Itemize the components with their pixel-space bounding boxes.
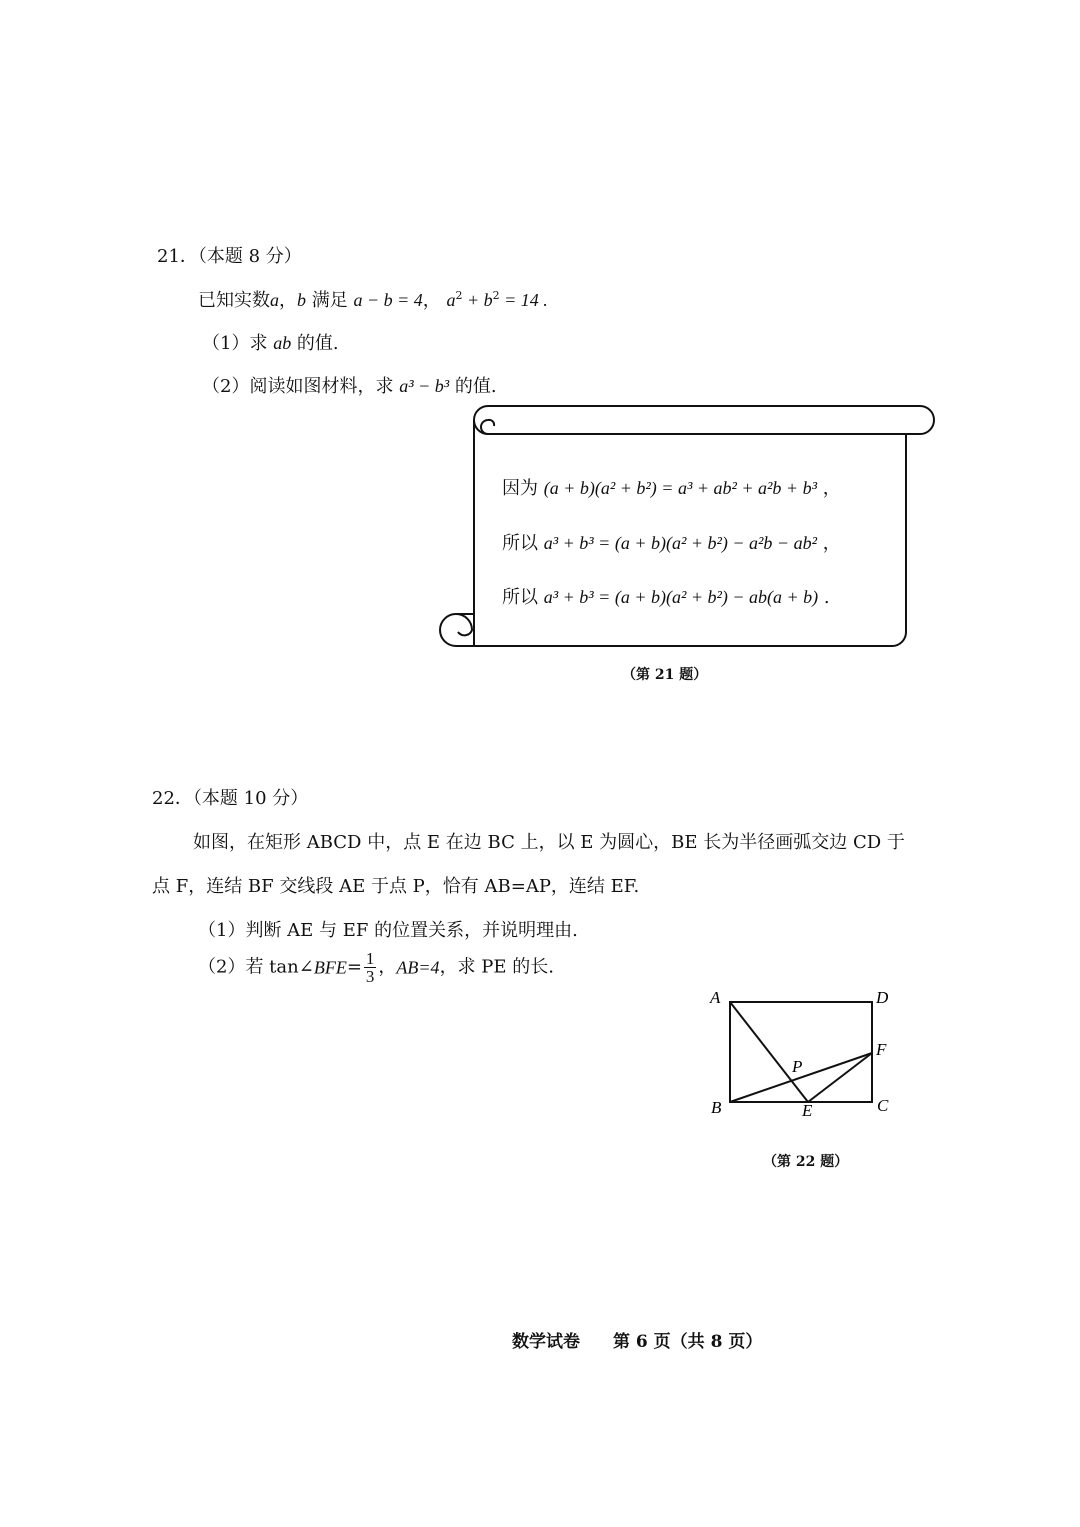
- q21-part2: [202, 372, 497, 398]
- q21-eq1: a − b = 4: [353, 290, 423, 310]
- q22-part2-mid: ，: [378, 956, 397, 978]
- q22-caption: （第 22 题）: [763, 1154, 849, 1170]
- q21-header: 21．（本题 8 分）: [157, 246, 302, 267]
- q21-stem-prefix: 已知实数: [198, 290, 270, 311]
- q21-part1-prefix: （1）求: [202, 333, 274, 354]
- q22-frac-den: 3: [365, 967, 375, 986]
- q21-part1-var: ab: [273, 333, 292, 353]
- rectangle-abcd: [730, 1002, 872, 1102]
- label-f: F: [876, 1040, 887, 1059]
- label-d: D: [876, 988, 889, 1007]
- scroll-line-3: [502, 583, 830, 609]
- q21-part2-prefix: （2）阅读如图材料，求: [202, 376, 400, 397]
- q22-stem-line1: 如图，在矩形 ABCD 中，点 E 在边 BC 上，以 E 为圆心，BE 长为半径画弧交边 CD 于: [193, 832, 905, 853]
- segment-ae: [730, 1002, 808, 1102]
- label-b: B: [711, 1098, 722, 1117]
- scroll-line-2-expr: a³ + b³ = (a + b)(a² + b²) − a²b − ab²: [543, 533, 817, 553]
- footer-subject: 数学试卷: [512, 1332, 580, 1352]
- q21-stem: 已知实数a，b 满足 a − b = 4， $a^2 + b^2 = 14$ .: [198, 289, 548, 311]
- scroll-line-1: [502, 474, 841, 500]
- q22-part2: [198, 950, 554, 985]
- q22-part2-ab: AB=4: [396, 957, 440, 978]
- footer-page: 第 6 页（共 8 页）: [613, 1332, 763, 1352]
- q21-eq2-rest: = 14 .: [499, 290, 548, 310]
- q22-part2-angle: BFE: [313, 957, 347, 978]
- q21-meet: 满足: [306, 290, 354, 311]
- segment-ef: [808, 1053, 872, 1102]
- q21-var-a: a: [270, 290, 279, 310]
- q21-part2-expr: a³ − b³: [399, 376, 450, 396]
- q22-part2-eq: =: [346, 956, 362, 978]
- scroll-line-3-prefix: 所以: [502, 587, 544, 608]
- q21-part2-suffix: 的值.: [449, 376, 497, 397]
- label-c: C: [877, 1096, 889, 1115]
- scroll-line-2: [502, 529, 841, 555]
- q21-eq2-a: a: [446, 290, 456, 310]
- label-e: E: [802, 1101, 813, 1120]
- q21-eq2-b: + b: [462, 290, 493, 310]
- scroll-line-1-prefix: 因为: [502, 478, 544, 499]
- scroll-line-1-expr: (a + b)(a² + b²) = a³ + ab² + a²b + b³: [543, 478, 817, 498]
- q22-part2-suffix: ，求 PE 的长.: [439, 956, 554, 978]
- q22-part2-prefix: （2）若 tan∠: [198, 956, 314, 978]
- q21-sep: ，: [279, 290, 297, 311]
- q21-scroll-figure: [436, 400, 942, 654]
- scroll-line-2-prefix: 所以: [502, 533, 544, 554]
- q22-fraction: [364, 950, 377, 985]
- q21-caption: （第 21 题）: [622, 667, 708, 683]
- q22-header: 22．（本题 10 分）: [152, 788, 309, 809]
- q22-frac-num: 1: [365, 949, 375, 968]
- q22-geometry-figure: [700, 985, 900, 1120]
- scroll-line-2-suffix: ，: [816, 533, 841, 554]
- label-p: P: [792, 1057, 803, 1076]
- q22-stem-line2: 点 F，连结 BF 交线段 AE 于点 P，恰有 AB=AP，连结 EF.: [152, 876, 640, 897]
- scroll-line-1-suffix: ，: [816, 478, 841, 499]
- q21-comma: ，: [422, 290, 447, 311]
- scroll-line-3-suffix: .: [818, 587, 830, 608]
- scroll-line-3-expr: a³ + b³ = (a + b)(a² + b²) − ab(a + b): [543, 587, 819, 607]
- q21-part1-suffix: 的值.: [291, 333, 339, 354]
- label-a: A: [710, 988, 721, 1007]
- q21-var-b: b: [297, 290, 306, 310]
- q21-part1: [202, 329, 339, 355]
- q22-part1: （1）判断 AE 与 EF 的位置关系，并说明理由.: [198, 920, 578, 941]
